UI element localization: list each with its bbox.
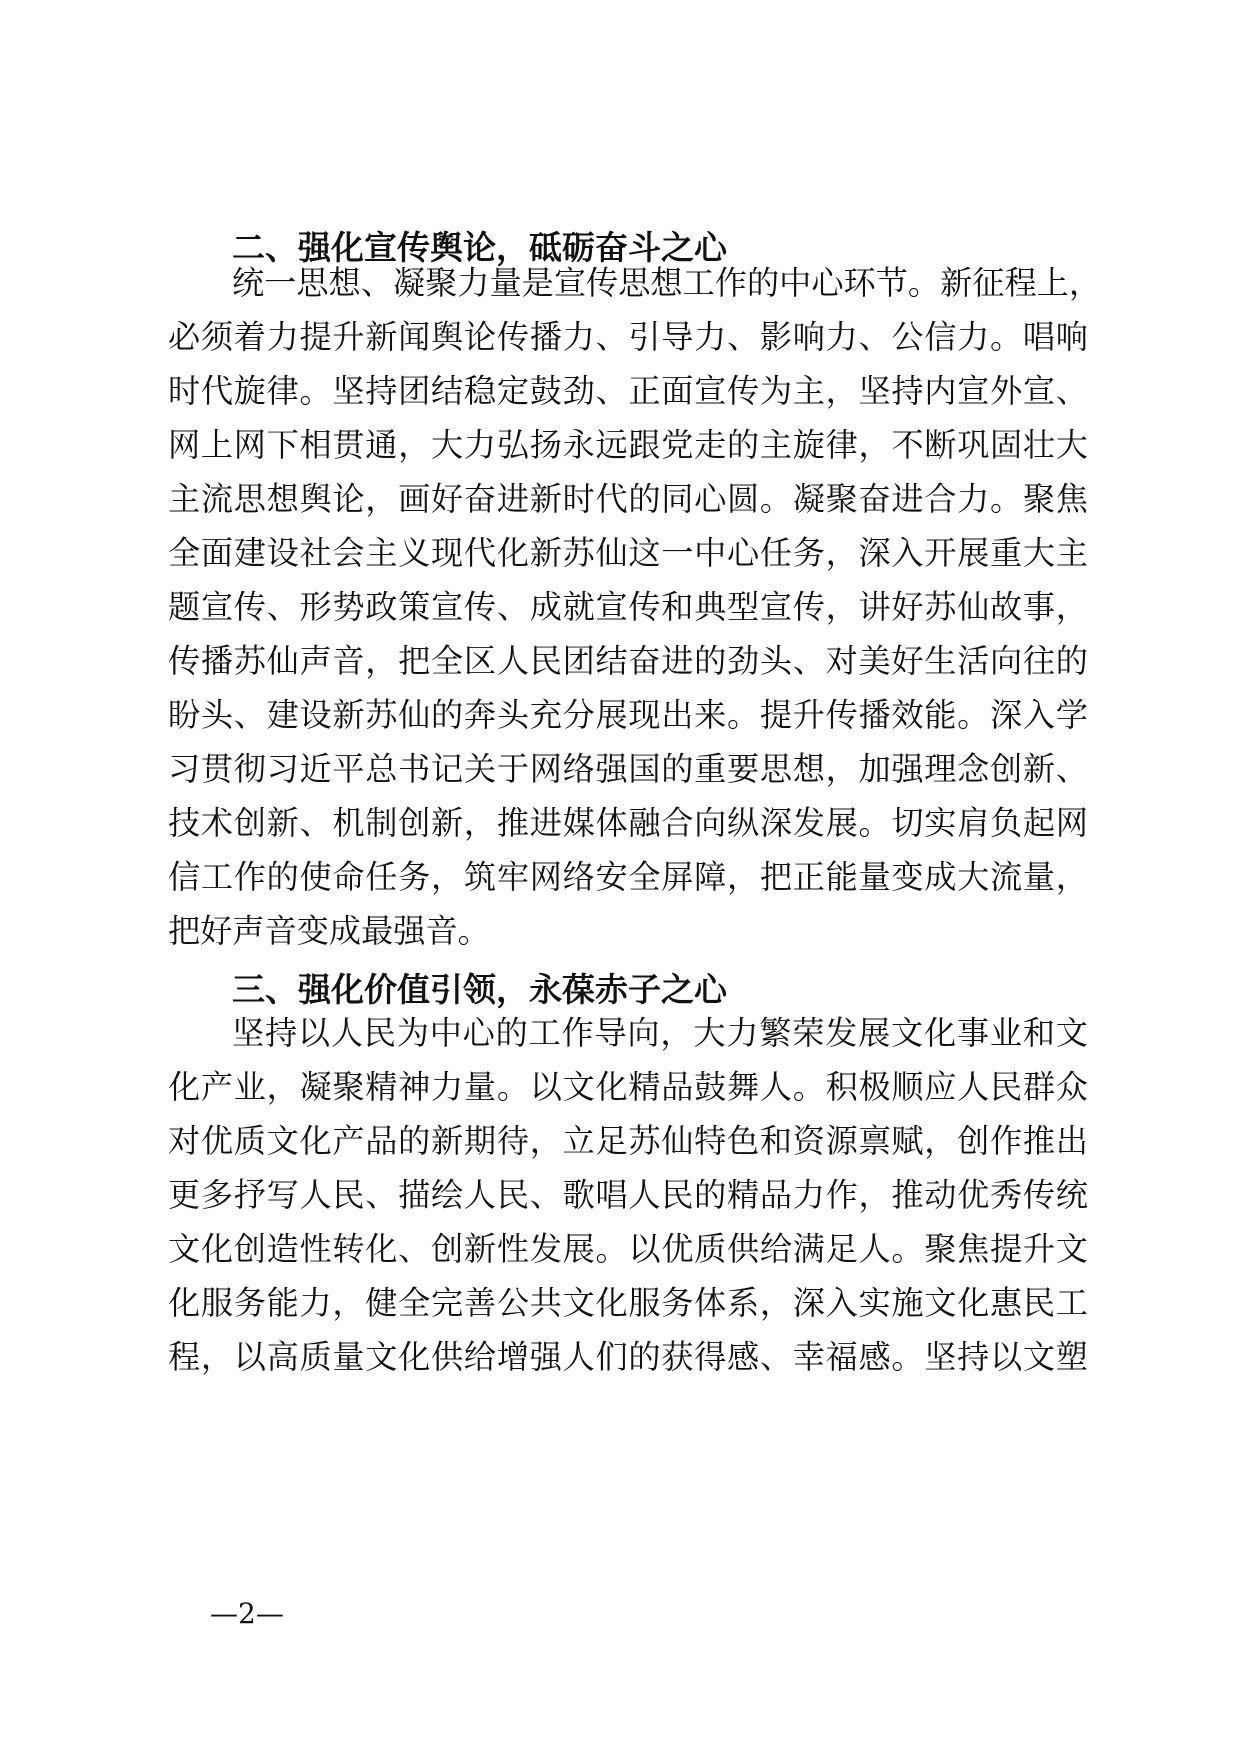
section-heading: 三、强化价值引领，永葆赤子之心 xyxy=(232,970,727,1009)
text-line: 把好声音变成最强音。 xyxy=(168,912,490,950)
text-line: 主流思想舆论，画好奋进新时代的同心圆。凝聚奋进合力。聚焦 xyxy=(168,480,1088,518)
page-number: —2— xyxy=(210,1597,284,1630)
text-line: 技术创新、机制创新，推进媒体融合向纵深发展。切实肩负起网 xyxy=(168,804,1088,842)
text-line: 时代旋律。坚持团结稳定鼓劲、正面宣传为主，坚持内宣外宣、 xyxy=(168,372,1088,410)
text-line: 网上网下相贯通，大力弘扬永远跟党走的主旋律，不断巩固壮大 xyxy=(168,426,1088,464)
text-line: 化产业，凝聚精神力量。以文化精品鼓舞人。积极顺应人民群众 xyxy=(168,1068,1088,1106)
section-paragraph xyxy=(168,1006,1088,1384)
section-paragraph xyxy=(168,256,1102,958)
text-line: 统一思想、凝聚力量是宣传思想工作的中心环节。新征程上， xyxy=(232,264,1102,302)
text-line: 题宣传、形势政策宣传、成就宣传和典型宣传，讲好苏仙故事， xyxy=(168,588,1088,626)
text-line: 信工作的使命任务，筑牢网络安全屏障，把正能量变成大流量， xyxy=(168,858,1088,896)
text-line: 必须着力提升新闻舆论传播力、引导力、影响力、公信力。唱响 xyxy=(168,318,1088,356)
text-line: 盼头、建设新苏仙的奔头充分展现出来。提升传播效能。深入学 xyxy=(168,696,1088,734)
section-heading: 二、强化宣传舆论，砥砺奋斗之心 xyxy=(232,228,727,267)
text-line: 更多抒写人民、描绘人民、歌唱人民的精品力作，推动优秀传统 xyxy=(168,1176,1088,1214)
text-line: 传播苏仙声音，把全区人民团结奋进的劲头、对美好生活向往的 xyxy=(168,642,1088,680)
text-line: 对优质文化产品的新期待，立足苏仙特色和资源禀赋，创作推出 xyxy=(168,1122,1088,1160)
text-line: 全面建设社会主义现代化新苏仙这一中心任务，深入开展重大主 xyxy=(168,534,1088,572)
text-line: 程，以高质量文化供给增强人们的获得感、幸福感。坚持以文塑 xyxy=(168,1338,1088,1376)
text-line: 文化创造性转化、创新性发展。以优质供给满足人。聚焦提升文 xyxy=(168,1230,1088,1268)
text-line: 习贯彻习近平总书记关于网络强国的重要思想，加强理念创新、 xyxy=(168,750,1088,788)
text-line: 坚持以人民为中心的工作导向，大力繁荣发展文化事业和文 xyxy=(232,1014,1088,1052)
text-line: 化服务能力，健全完善公共文化服务体系，深入实施文化惠民工 xyxy=(168,1284,1088,1322)
